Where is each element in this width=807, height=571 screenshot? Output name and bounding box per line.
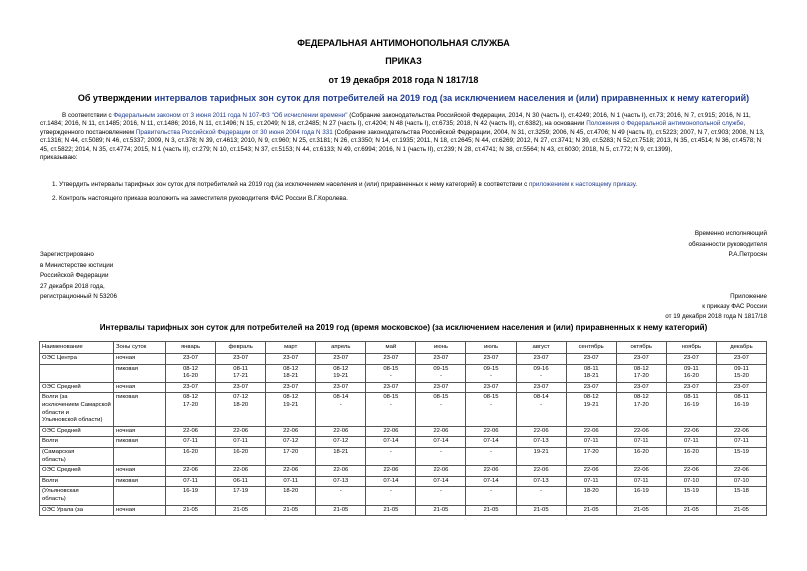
interval-cell: 22-06 xyxy=(466,426,516,437)
interval-cell: 07-14 xyxy=(466,437,516,448)
interval-cell: 07-13 xyxy=(516,476,566,487)
table-row xyxy=(40,393,767,426)
interval-cell: 22-06 xyxy=(516,466,566,477)
interval-cell: 21-05 xyxy=(316,505,366,516)
zone-cell: ночная xyxy=(114,382,166,393)
interval-cell: 08-11 16-19 xyxy=(716,393,766,426)
interval-cell: 23-07 xyxy=(716,354,766,365)
p1-text-a: В соответствии с xyxy=(62,112,114,119)
signature-line-3: Р.А.Петросян xyxy=(728,251,767,258)
interval-cell: 22-06 xyxy=(466,466,516,477)
interval-cell: 16-20 xyxy=(166,447,216,465)
order-word: приказываю: xyxy=(40,154,78,162)
interval-cell: 07-11 xyxy=(616,476,666,487)
zone-cell xyxy=(114,447,166,465)
agency-name: ФЕДЕРАЛЬНАЯ АНТИМОНОПОЛЬНАЯ СЛУЖБА xyxy=(297,38,510,48)
fas-regulation-link[interactable]: Положения о Федеральной антимонопольной службе xyxy=(586,120,744,128)
appendix-title: Интервалы тарифных зон суток для потребителей на 2019 год (время московское) (за исключением населения и (или) приравненных к нему категорий) xyxy=(99,323,708,332)
interval-cell: - xyxy=(416,447,466,465)
interval-cell: 08-11 16-19 xyxy=(666,393,716,426)
interval-cell: 22-06 xyxy=(616,466,666,477)
registration-line-2: в Министерстве юстиции xyxy=(40,261,114,269)
interval-cell: 21-05 xyxy=(716,505,766,516)
table-header-row xyxy=(40,342,767,354)
registration-line-5: регистрационный N 53206 xyxy=(40,293,118,300)
region-name-cell: ОЭС Средней xyxy=(40,426,114,437)
registration-block xyxy=(40,250,117,303)
interval-cell: 08-12 17-20 xyxy=(616,364,666,382)
registration-line-1: Зарегистрировано xyxy=(40,251,94,258)
interval-cell: 07-11 xyxy=(166,476,216,487)
interval-cell: 15-19 xyxy=(666,487,716,505)
clause-1-text-a: 1. Утвердить интервалы тарифных зон суток для потребителей на 2019 год (за исключением населения и (или) приравненных к нему категорий) в соответствии с xyxy=(52,181,529,188)
table-row xyxy=(40,447,767,465)
signature-line-2: обязанности руководителя xyxy=(688,240,767,248)
subject-link[interactable]: интервалов тарифных зон суток для потребителей на 2019 год (за исключением населения и (или) приравненных к нему категорий) xyxy=(154,93,750,103)
interval-cell: 08-12 17-20 xyxy=(616,393,666,426)
appendix-header xyxy=(665,292,767,321)
header-cell: Зоны суток xyxy=(114,342,166,354)
doc-type: ПРИКАЗ xyxy=(385,56,422,66)
interval-cell: 07-12 xyxy=(266,437,316,448)
header-cell: сентябрь xyxy=(566,342,616,354)
appendix-line-1: Приложение xyxy=(730,293,767,300)
region-name-cell: Волги (за исключением Самарской области и Ульяновской области) xyxy=(40,393,114,426)
interval-cell: 23-07 xyxy=(466,354,516,365)
interval-cell: 18-20 xyxy=(566,487,616,505)
interval-cell: 07-10 xyxy=(666,476,716,487)
table-row xyxy=(40,476,767,487)
interval-cell: 15-19 xyxy=(716,447,766,465)
zone-cell: ночная xyxy=(114,466,166,477)
interval-cell: 23-07 xyxy=(566,382,616,393)
header-cell: декабрь xyxy=(716,342,766,354)
interval-cell: 08-14 - xyxy=(316,393,366,426)
interval-cell: 23-07 xyxy=(366,354,416,365)
clause-2: 2. Контроль настоящего приказа возложить на заместителя руководителя ФАС России В.Г.Королева. xyxy=(52,195,348,202)
header-cell: октябрь xyxy=(616,342,666,354)
interval-cell: 23-07 xyxy=(316,354,366,365)
interval-cell: - xyxy=(416,487,466,505)
interval-cell: 08-12 19-21 xyxy=(566,393,616,426)
interval-cell: 07-10 xyxy=(716,476,766,487)
interval-cell: 22-06 xyxy=(316,426,366,437)
interval-cell: 22-06 xyxy=(216,426,266,437)
appendix-link[interactable]: приложением к настоящему приказу xyxy=(529,181,636,188)
interval-cell: 07-14 xyxy=(416,437,466,448)
interval-cell: 07-11 xyxy=(566,437,616,448)
interval-cell: 23-07 xyxy=(516,382,566,393)
interval-cell: 09-15 - xyxy=(466,364,516,382)
zone-cell: ночная xyxy=(114,426,166,437)
interval-cell: 21-05 xyxy=(466,505,516,516)
registration-line-4: 27 декабря 2018 года, xyxy=(40,282,105,290)
interval-cell: 22-06 xyxy=(166,466,216,477)
table-row xyxy=(40,364,767,382)
interval-cell: 16-20 xyxy=(616,447,666,465)
interval-cell: 23-07 xyxy=(266,382,316,393)
header-cell: Наименование xyxy=(40,342,114,354)
interval-cell: 08-15 - xyxy=(416,393,466,426)
zone-cell: пиковая xyxy=(114,364,166,382)
p1-text-c: , утвержденного постановлением xyxy=(40,120,746,136)
interval-cell: 19-21 xyxy=(516,447,566,465)
header-cell: март xyxy=(266,342,316,354)
interval-cell: 22-06 xyxy=(716,466,766,477)
interval-cell: 09-16 - xyxy=(516,364,566,382)
header-cell: апрель xyxy=(316,342,366,354)
interval-cell: 08-12 19-21 xyxy=(316,364,366,382)
interval-cell: 21-05 xyxy=(566,505,616,516)
interval-cell: 23-07 xyxy=(166,382,216,393)
interval-cell: 23-07 xyxy=(416,382,466,393)
table-body xyxy=(40,354,767,516)
interval-cell: 23-07 xyxy=(716,382,766,393)
signature-block xyxy=(689,229,767,261)
interval-cell: 17-20 xyxy=(566,447,616,465)
interval-cell: 21-05 xyxy=(416,505,466,516)
interval-cell: 22-06 xyxy=(616,426,666,437)
signature-line-1: Временно исполняющий xyxy=(694,230,767,237)
interval-cell: - xyxy=(516,487,566,505)
interval-cell: 23-07 xyxy=(366,382,416,393)
interval-cell: 07-14 xyxy=(416,476,466,487)
region-name-cell: ОЭС Средней xyxy=(40,382,114,393)
interval-cell: 21-05 xyxy=(266,505,316,516)
interval-cell: 22-06 xyxy=(416,426,466,437)
interval-cell: 18-21 xyxy=(316,447,366,465)
interval-cell: 21-05 xyxy=(166,505,216,516)
interval-cell: 07-11 xyxy=(616,437,666,448)
zone-cell: пиковая xyxy=(114,393,166,426)
interval-cell: 23-07 xyxy=(516,354,566,365)
table-row xyxy=(40,505,767,516)
interval-cell: - xyxy=(366,487,416,505)
interval-cell: 23-07 xyxy=(466,382,516,393)
interval-cell: 17-20 xyxy=(266,447,316,465)
interval-cell: 17-19 xyxy=(216,487,266,505)
interval-cell: 22-06 xyxy=(316,466,366,477)
government-resolution-link[interactable]: Правительства Российской Федерации от 30 июня 2004 года N 331 xyxy=(135,128,333,136)
interval-cell: 16-20 xyxy=(216,447,266,465)
interval-cell: 16-20 xyxy=(666,447,716,465)
tariff-zones-table xyxy=(39,341,767,516)
interval-cell: 06-11 xyxy=(216,476,266,487)
interval-cell: 08-15 - xyxy=(366,364,416,382)
interval-cell: 07-12 xyxy=(316,437,366,448)
interval-cell: 23-07 xyxy=(316,382,366,393)
header-cell: август xyxy=(516,342,566,354)
federal-law-link[interactable]: Федеральным законом от 3 июня 2011 года N 107-ФЗ "Об исчислении времени" xyxy=(113,112,348,119)
interval-cell: 23-07 xyxy=(616,354,666,365)
interval-cell: 21-05 xyxy=(366,505,416,516)
region-name-cell: (Ульяновская область) xyxy=(40,487,114,505)
interval-cell: 22-06 xyxy=(416,466,466,477)
appendix-line-2: к приказу ФАС России xyxy=(702,302,767,310)
interval-cell: 07-14 xyxy=(366,476,416,487)
header-cell: июнь xyxy=(416,342,466,354)
interval-cell: 07-14 xyxy=(366,437,416,448)
interval-cell: 21-05 xyxy=(616,505,666,516)
zone-cell: пиковая xyxy=(114,476,166,487)
preamble-paragraph xyxy=(40,112,768,162)
p1-text-d: (Собрание законодательства Российской Федерации, 2004, N 31, ст.3259; 2006, N 45, ст.4706; N 49 (часть II), ст.5223; 2007, N 7, ст.903; 2008, N 13, ст.1316; N 44, ст.5089; N 46, ст.5337; 2009, N 3, ст.378; N 39, ст.4613; 2010, N 9, ст.960; N 25, ст.3181; N 26, ст.3350; N 14, ст.1935; 2011, N 18, ст.2645; N 44, ст.6269; 2012, N 27, ст.3741; N 39, ст.5283; N 52,ст.7518; 2013, N 35, ст.4514; N 36, ст.4578; N 45, ст.5822; 2014, N 35, ст.4774; 2015, N 1 (часть II), ст.279; N 10, ст.1543; N 37, ст.5153; N 44, ст.6133; N 49, ст.6994; 2016, N 1 (часть II), ст.239; N 28, ст.4741; N 38, ст.5564; N 43, ст.6030; 2018, N 5, ст.772; N 9, ст.1399), xyxy=(40,128,765,153)
interval-cell: 22-06 xyxy=(166,426,216,437)
table-row xyxy=(40,426,767,437)
interval-cell: 08-15 - xyxy=(366,393,416,426)
header-cell: январь xyxy=(166,342,216,354)
interval-cell: 22-06 xyxy=(566,426,616,437)
header-cell: июль xyxy=(466,342,516,354)
header-cell: май xyxy=(366,342,416,354)
table-row xyxy=(40,437,767,448)
appendix-line-3: от 19 декабря 2018 года N 1817/18 xyxy=(665,312,767,320)
interval-cell: 07-11 xyxy=(716,437,766,448)
header-cell: ноябрь xyxy=(666,342,716,354)
interval-cell: 23-07 xyxy=(416,354,466,365)
interval-cell: 23-07 xyxy=(616,382,666,393)
zone-cell: ночная xyxy=(114,354,166,365)
zone-cell xyxy=(114,487,166,505)
interval-cell: 23-07 xyxy=(166,354,216,365)
interval-cell: 22-06 xyxy=(366,426,416,437)
interval-cell: 22-06 xyxy=(266,466,316,477)
interval-cell: - xyxy=(466,487,516,505)
interval-cell: 07-11 xyxy=(166,437,216,448)
interval-cell: 07-14 xyxy=(466,476,516,487)
interval-cell: 22-06 xyxy=(366,466,416,477)
interval-cell: 18-20 xyxy=(266,487,316,505)
clause-1 xyxy=(52,181,768,189)
interval-cell: 07-11 xyxy=(266,476,316,487)
table-row xyxy=(40,382,767,393)
interval-cell: 22-06 xyxy=(716,426,766,437)
interval-cell: 08-14 - xyxy=(516,393,566,426)
region-name-cell: ОЭС Средней xyxy=(40,466,114,477)
interval-cell: 22-06 xyxy=(666,466,716,477)
interval-cell: 09-11 16-20 xyxy=(666,364,716,382)
interval-cell: - xyxy=(316,487,366,505)
interval-cell: 09-11 15-20 xyxy=(716,364,766,382)
interval-cell: 23-07 xyxy=(666,354,716,365)
interval-cell: 23-07 xyxy=(566,354,616,365)
region-name-cell xyxy=(40,364,114,382)
doc-subject xyxy=(20,93,807,103)
interval-cell: 08-12 17-20 xyxy=(166,393,216,426)
subject-prefix: Об утверждении xyxy=(77,93,155,103)
interval-cell: 08-12 18-21 xyxy=(266,364,316,382)
interval-cell: 16-19 xyxy=(616,487,666,505)
interval-cell: 23-07 xyxy=(216,382,266,393)
region-name-cell: ОЭС Урала (за xyxy=(40,505,114,516)
interval-cell: 23-07 xyxy=(266,354,316,365)
interval-cell: 07-13 xyxy=(316,476,366,487)
interval-cell: 22-06 xyxy=(666,426,716,437)
interval-cell: 22-06 xyxy=(266,426,316,437)
interval-cell: 22-06 xyxy=(516,426,566,437)
region-name-cell: Волги xyxy=(40,476,114,487)
table-row xyxy=(40,487,767,505)
interval-cell: 08-11 18-21 xyxy=(566,364,616,382)
interval-cell: 07-13 xyxy=(516,437,566,448)
interval-cell: 21-05 xyxy=(216,505,266,516)
table-row xyxy=(40,466,767,477)
header-cell: февраль xyxy=(216,342,266,354)
interval-cell: 08-12 16-20 xyxy=(166,364,216,382)
region-name-cell: ОЭС Центра xyxy=(40,354,114,365)
interval-cell: - xyxy=(366,447,416,465)
interval-cell: - xyxy=(466,447,516,465)
interval-cell: 08-12 19-21 xyxy=(266,393,316,426)
interval-cell: 07-11 xyxy=(666,437,716,448)
region-name-cell: Волги xyxy=(40,437,114,448)
region-name-cell: (Самарская область) xyxy=(40,447,114,465)
interval-cell: 08-15 - xyxy=(466,393,516,426)
interval-cell: 21-05 xyxy=(666,505,716,516)
interval-cell: 23-07 xyxy=(216,354,266,365)
interval-cell: 07-11 xyxy=(216,437,266,448)
interval-cell: 07-12 18-20 xyxy=(216,393,266,426)
zone-cell: ночная xyxy=(114,505,166,516)
interval-cell: 09-15 - xyxy=(416,364,466,382)
doc-date: от 19 декабря 2018 года N 1817/18 xyxy=(328,75,479,85)
interval-cell: 22-06 xyxy=(566,466,616,477)
registration-line-3: Российской Федерации xyxy=(40,272,109,279)
clause-1-text-b: . xyxy=(635,181,638,188)
interval-cell: 08-11 17-21 xyxy=(216,364,266,382)
p1-text-b: (Собрание законодательства Российской Федерации, 2014, N 30 (часть I), ст.4249; 2016, N 1 (часть I), ст.73; 2016, N 7, ст.915; 2016, N 11, ст.1484; 2016, N 11, ст.1485; 2016, N 11, ст.1486; 2016, N 11, ст.1496; N 15, ст.2049; N 18, ст.2485; N 27 (часть I), ст.4204; N 48 (часть I), ст.6735; 2018, N 42 (часть II), ст.6382), на основании xyxy=(40,112,751,128)
table-row xyxy=(40,354,767,365)
interval-cell: 15-18 xyxy=(716,487,766,505)
interval-cell: 07-11 xyxy=(566,476,616,487)
interval-cell: 23-07 xyxy=(666,382,716,393)
interval-cell: 16-19 xyxy=(166,487,216,505)
interval-cell: 22-06 xyxy=(216,466,266,477)
interval-cell: 21-05 xyxy=(516,505,566,516)
zone-cell: пиковая xyxy=(114,437,166,448)
